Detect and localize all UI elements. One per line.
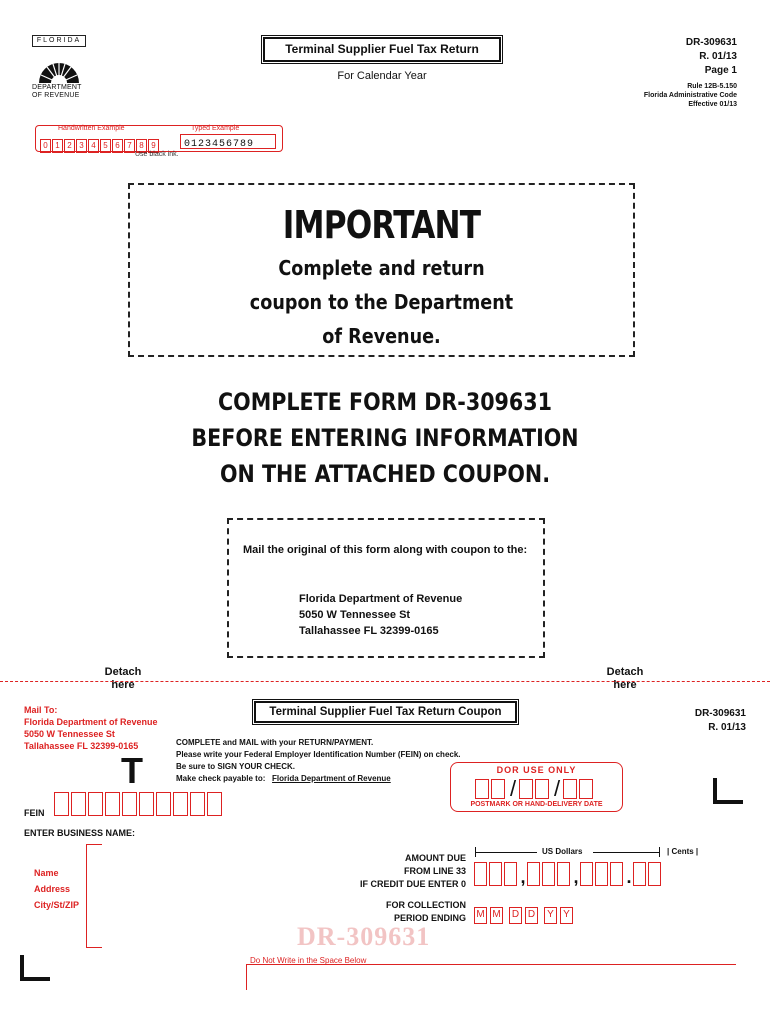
corner-mark-right: [713, 778, 743, 804]
name-address-labels: Name Address City/St/ZIP: [34, 868, 80, 910]
typed-digits-field: 0123456789: [180, 134, 276, 149]
amount-due-input[interactable]: , , .: [474, 862, 663, 892]
page-number: Page 1: [704, 65, 737, 76]
collection-period-label: FOR COLLECTION PERIOD ENDING: [386, 900, 466, 923]
detach-here-left: Detach here: [104, 666, 142, 691]
t-registration-mark: T: [121, 750, 143, 791]
revision: R. 01/13: [699, 51, 737, 62]
coupon-instructions: COMPLETE and MAIL with your RETURN/PAYMENT. Please write your Federal Employer Identification Number (FEIN) on check. Be sure to SIGN YOUR CHECK. Make check payable to: Florida Department of Revenue: [176, 738, 461, 783]
mailing-address: Florida Department of Revenue 5050 W Tennessee St Tallahassee FL 32399-0165: [299, 593, 463, 637]
typed-example-label: Typed Example: [191, 125, 240, 132]
mailing-instructions: [227, 518, 545, 658]
form-watermark: DR-309631: [297, 922, 431, 951]
logo-state-label: FLORIDA: [32, 35, 86, 47]
payable-to: Florida Department of Revenue: [272, 774, 391, 783]
ink-example-box: [35, 125, 283, 152]
business-name-field[interactable]: [86, 844, 102, 948]
calendar-year-label: For Calendar Year: [337, 70, 427, 82]
fein-label: FEIN: [24, 808, 45, 818]
do-not-write-area: [246, 964, 736, 990]
dor-use-only-box: [450, 762, 623, 812]
do-not-write-label: Do Not Write in the Space Below: [250, 956, 367, 965]
form-number: DR-309631: [685, 37, 737, 48]
coupon-title: Terminal Supplier Fuel Tax Return Coupon: [254, 701, 517, 723]
black-ink-note: Use black ink.: [135, 151, 179, 158]
coupon-form-number: DR-309631 R. 01/13: [694, 708, 746, 733]
rule-block: Rule 12B-5.150 Florida Administrative Code Effective 01/13: [643, 83, 737, 108]
coupon-mail-to: Mail To: Florida Department of Revenue 5050 W Tennessee St Tallahassee FL 32399-0165: [24, 705, 158, 751]
mail-intro-text: Mail the original of this form along with coupon to the:: [243, 544, 528, 556]
corner-mark-left: [20, 955, 50, 981]
form-title: Terminal Supplier Fuel Tax Return: [263, 37, 501, 62]
important-title: IMPORTANT: [282, 203, 481, 247]
business-name-label: ENTER BUSINESS NAME:: [24, 828, 136, 838]
logo-dept-label: DEPARTMENT OF REVENUE: [32, 84, 82, 99]
handwritten-digits: 0 1 2 3 4 5 6 7 8 9: [40, 135, 160, 153]
fein-input[interactable]: [54, 792, 224, 816]
handwritten-example-label: Handwritten Example: [58, 125, 125, 132]
complete-form-notice: COMPLETE FORM DR-309631 BEFORE ENTERING INFORMATION ON THE ATTACHED COUPON.: [191, 388, 579, 488]
dor-use-only-label: DOR USE ONLY: [496, 765, 577, 775]
important-text: Complete and return coupon to the Department of Revenue.: [249, 256, 514, 348]
cents-header: | Cents |: [667, 847, 699, 856]
postmark-date-cells: / /: [475, 779, 595, 799]
amount-due-label: AMOUNT DUE FROM LINE 33 IF CREDIT DUE ENTER 0: [359, 853, 466, 889]
postmark-label: POSTMARK OR HAND-DELIVERY DATE: [470, 801, 603, 808]
form-number-block: [686, 36, 737, 78]
sunburst-icon: [37, 49, 81, 83]
detach-line: [0, 681, 770, 682]
collection-period-input[interactable]: M M D D Y Y: [474, 904, 576, 924]
important-notice: [128, 183, 635, 357]
florida-dor-logo: [32, 35, 86, 105]
detach-here-right: Detach here: [606, 666, 644, 691]
